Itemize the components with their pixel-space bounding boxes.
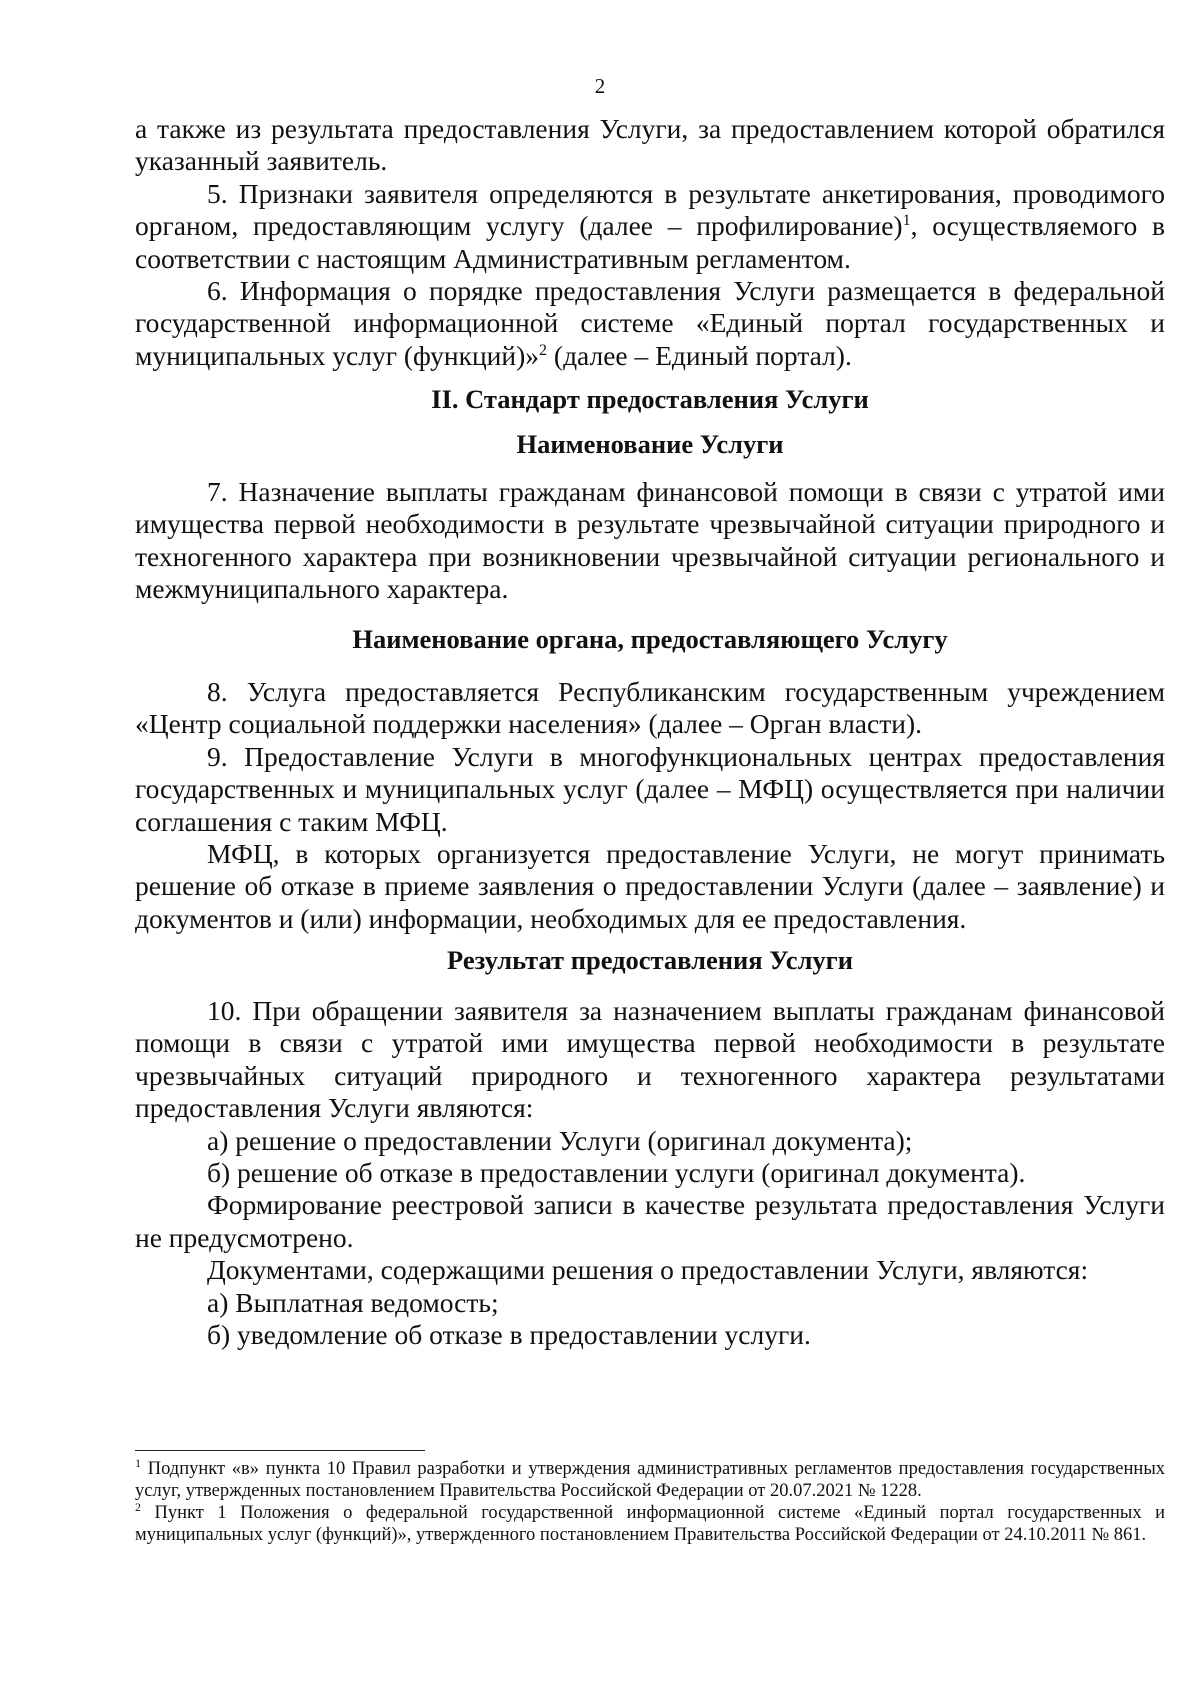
result-item-b: б) решение об отказе в предоставлении услуги (оригинал документа). xyxy=(207,1157,1026,1189)
intro-block xyxy=(135,113,1165,372)
footnotes xyxy=(135,1455,1165,1546)
footnote-ref-2[interactable]: 2 xyxy=(539,341,548,359)
paragraph-5 xyxy=(135,178,1165,275)
paragraph-5-tail: , осуществляемого в соответствии с настоящим Административным регламентом. xyxy=(135,210,1165,274)
document-item-a: а) Выплатная ведомость; xyxy=(207,1286,499,1318)
footnote-ref-1[interactable]: 1 xyxy=(902,212,911,230)
page-number: 2 xyxy=(594,74,606,98)
footnote-1-text: Подпункт «в» пункта 10 Правил разработки и утверждения административных регламентов предоставления государственных услуг, утвержденных постановлением Правительства Российской Федерации от 20.07.2021 № 1228. xyxy=(135,1459,1165,1501)
paragraph-6-text: 6. Информация о порядке предоставления Услуги размещается в федеральной государственной информационной системе «Единый портал государственных и муниципальных услуг (функций)» xyxy=(135,275,1165,371)
footnote-2-text: Пункт 1 Положения о федеральной государственной информационной системе «Единый портал государственных и муниципальных услуг (функций)», утвержденного постановлением Правительства Российской Федерации от 24.10.2011 № 861. xyxy=(135,1503,1165,1545)
paragraph-registry: Формирование реестровой записи в качестве результата предоставления Услуги не предусмотрено. xyxy=(135,1189,1165,1253)
heading-authority: Наименование органа, предоставляющего Услугу xyxy=(352,624,948,654)
paragraph-6 xyxy=(135,275,1165,372)
paragraph-continuation: а также из результата предоставления Услуги, за предоставлением которой обратился указанный заявитель. xyxy=(135,113,1165,177)
section-title: II. Стандарт предоставления Услуги xyxy=(431,384,869,414)
footnote-2 xyxy=(135,1499,1165,1546)
footnote-1 xyxy=(135,1455,1165,1502)
paragraph-9: 9. Предоставление Услуги в многофункциональных центрах предоставления государственных и муниципальных услуг (далее – МФЦ) осуществляется при наличии соглашения с таким МФЦ. xyxy=(135,740,1165,837)
authority-block xyxy=(135,676,1165,935)
heading-result: Результат предоставления Услуги xyxy=(447,945,853,975)
footnote-1-mark: 1 xyxy=(135,1455,141,1470)
service-name-block xyxy=(135,476,1165,606)
paragraph-5-text: 5. Признаки заявителя определяются в результате анкетирования, проводимого органом, предоставляющим услугу (далее – профилирование) xyxy=(135,177,1165,242)
result-block xyxy=(135,995,1165,1351)
heading-service-name: Наименование Услуги xyxy=(516,429,784,459)
paragraph-documents: Документами, содержащими решения о предоставлении Услуги, являются: xyxy=(207,1254,1089,1286)
paragraph-6-tail: (далее – Единый портал). xyxy=(547,339,852,371)
result-item-a: а) решение о предоставлении Услуги (оригинал документа); xyxy=(207,1124,913,1156)
document-item-b: б) уведомление об отказе в предоставлении услуги. xyxy=(207,1319,811,1351)
paragraph-10: 10. При обращении заявителя за назначением выплаты гражданам финансовой помощи в связи с утратой ими имущества первой необходимости в результате чрезвычайных ситуаций природного и техногенного характера результатами предоставления Услуги являются: xyxy=(135,995,1165,1124)
paragraph-7: 7. Назначение выплаты гражданам финансовой помощи в связи с утратой ими имущества первой необходимости в результате чрезвычайной ситуации природного и техногенного характера при возникновении чрезвычайной ситуации регионального и межмуниципального характера. xyxy=(135,476,1165,605)
paragraph-8: 8. Услуга предоставляется Республиканским государственным учреждением «Центр социальной поддержки населения» (далее – Орган власти). xyxy=(135,676,1165,740)
footnote-divider xyxy=(135,1450,425,1451)
footnote-2-mark: 2 xyxy=(135,1499,141,1514)
paragraph-mfc: МФЦ, в которых организуется предоставление Услуги, не могут принимать решение об отказе в приеме заявления о предоставлении Услуги (далее – заявление) и документов и (или) информации, необходимых для ее предоставления. xyxy=(135,838,1165,934)
